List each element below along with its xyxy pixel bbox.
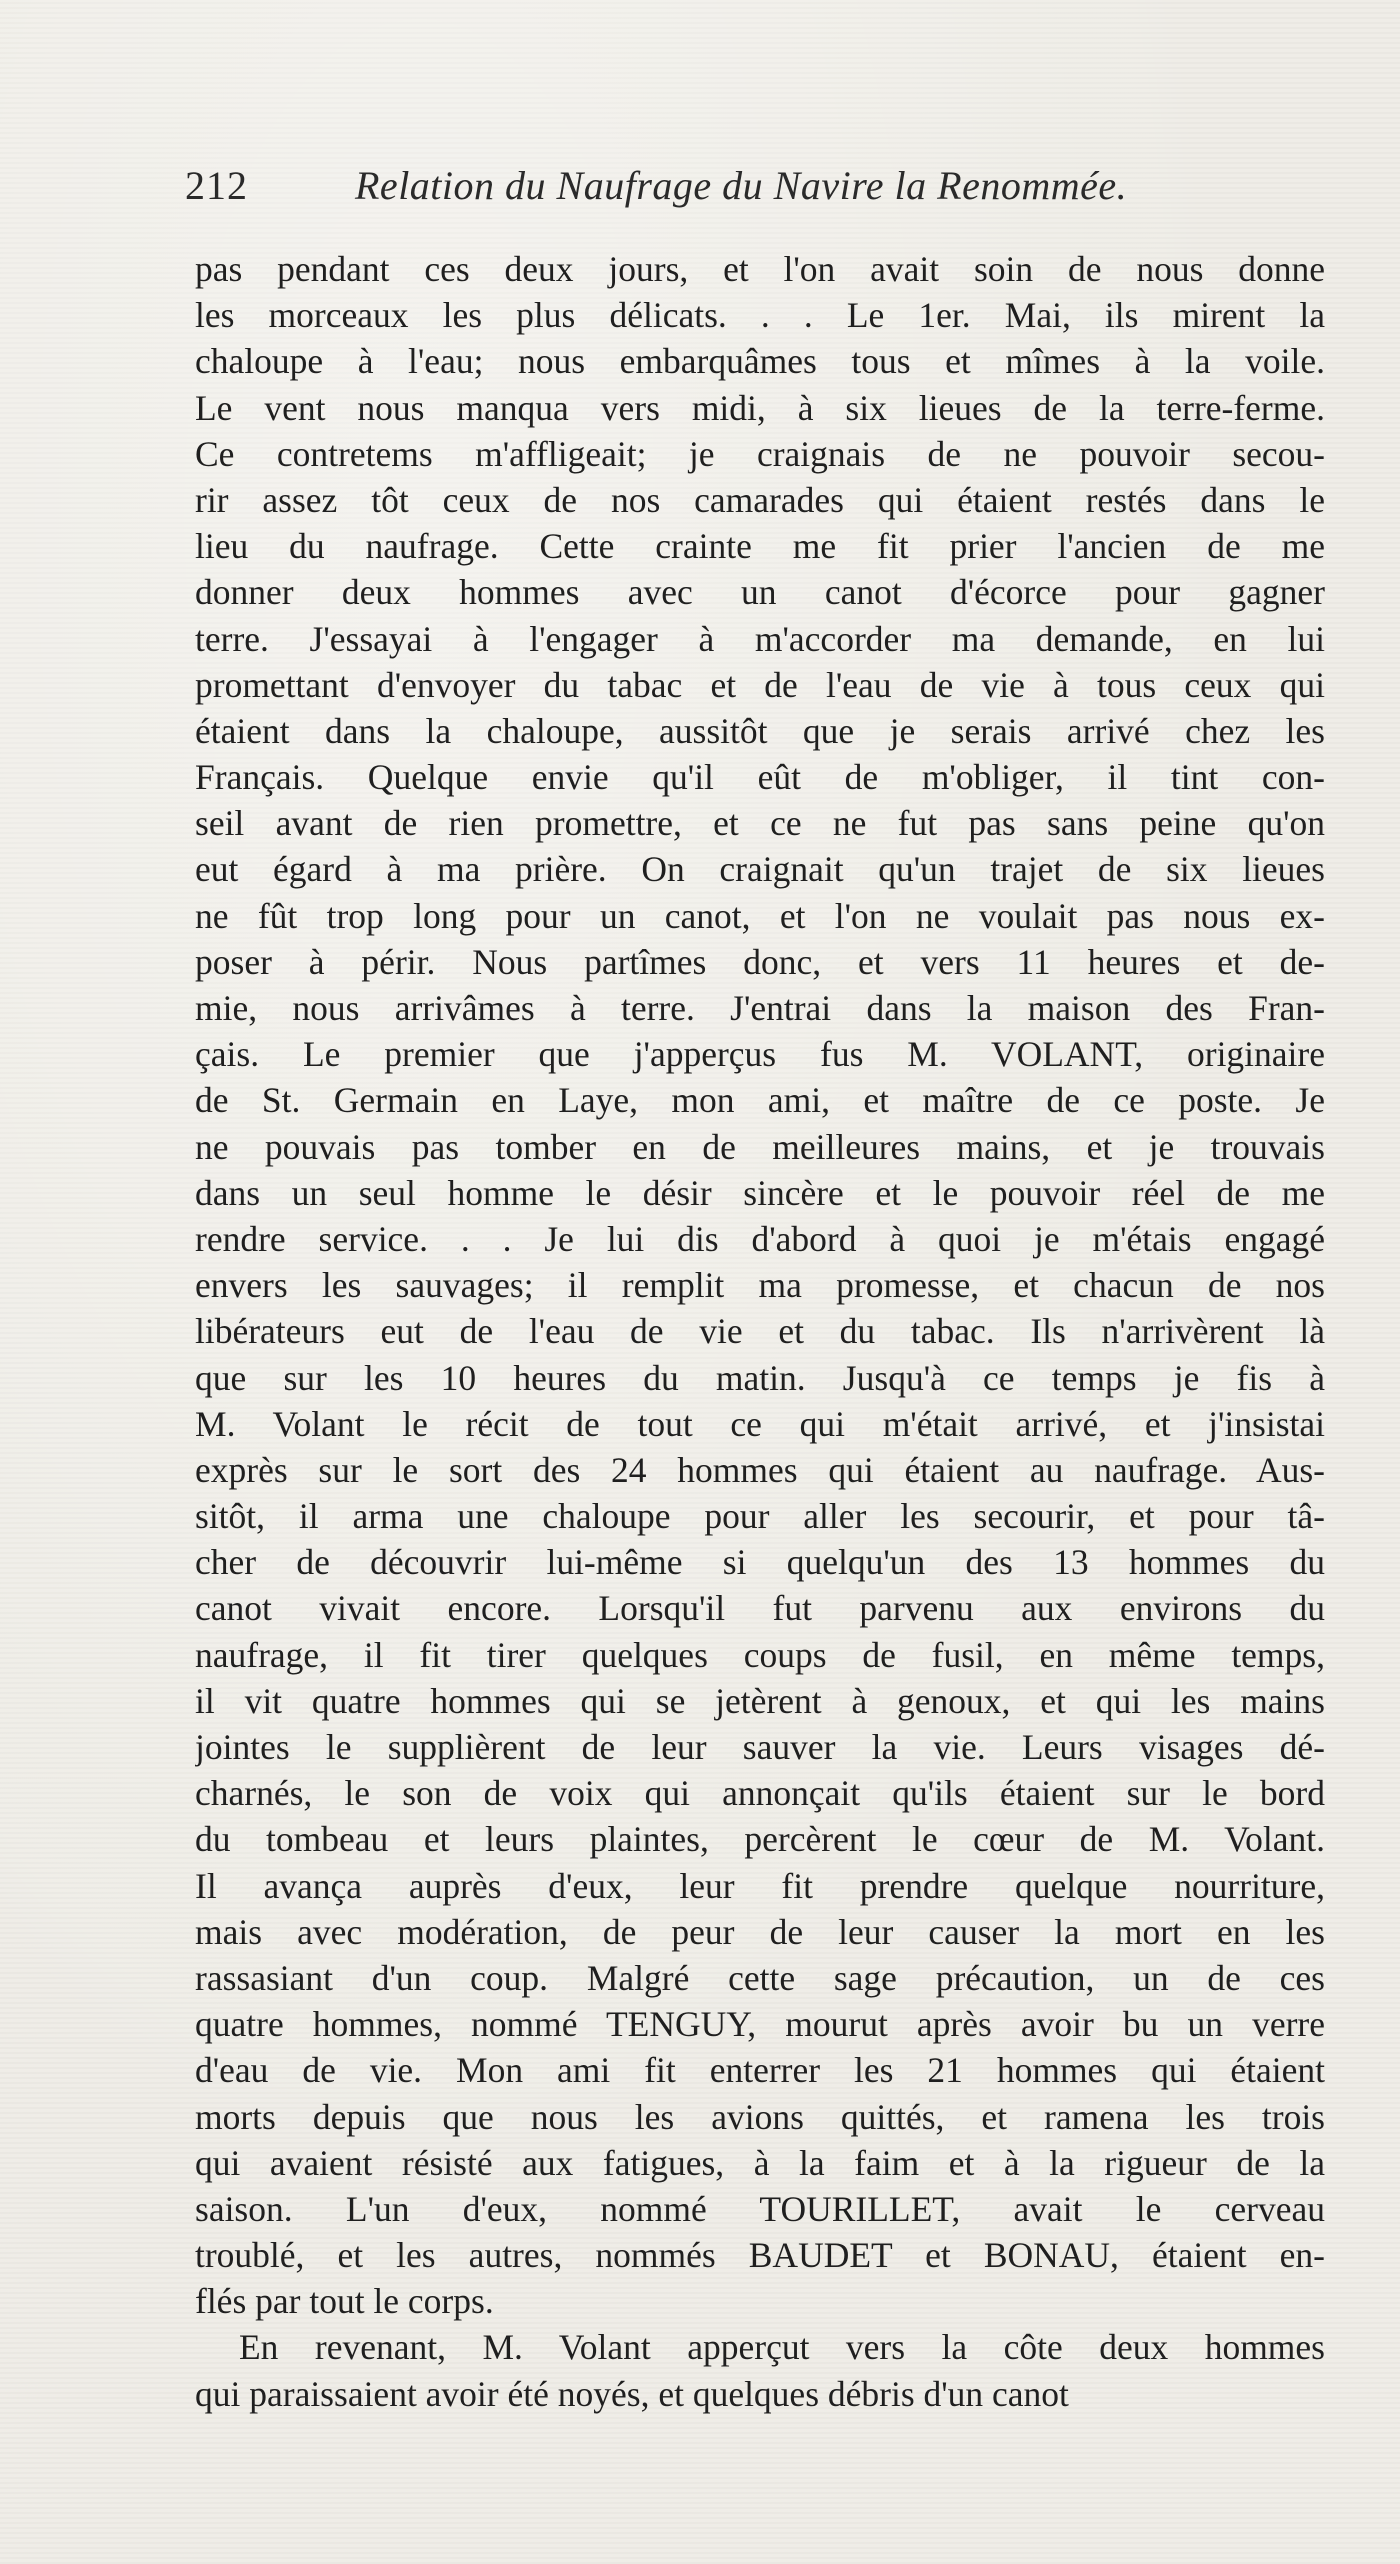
text-line: envers les sauvages; il remplit ma promesse, et chacun de nos	[195, 1265, 1325, 1306]
text-line: dans un seul homme le désir sincère et le pouvoir réel de me	[195, 1172, 1325, 1213]
text-line: étaient dans la chaloupe, aussitôt que je serais arrivé chez les	[195, 710, 1325, 751]
text-line: poser à périr. Nous partîmes donc, et vers 11 heures et de-	[195, 941, 1325, 982]
text-line: mie, nous arrivâmes à terre. J'entrai dans la maison des Fran-	[195, 988, 1325, 1028]
text-line: mais avec modération, de peur de leur causer la mort en les	[195, 1911, 1325, 1952]
text-line: pas pendant ces deux jours, et l'on avait soin de nous donne	[195, 249, 1325, 289]
text-line: Français. Quelque envie qu'il eût de m'obliger, il tint con-	[195, 757, 1325, 798]
text-line: sitôt, il arma une chaloupe pour aller les secourir, et pour tâ-	[195, 1496, 1325, 1537]
text-line: seil avant de rien promettre, et ce ne fut pas sans peine qu'on	[195, 803, 1325, 844]
text-line: il vit quatre hommes qui se jetèrent à genoux, et qui les mains	[195, 1680, 1325, 1721]
text-line: qui avaient résisté aux fatigues, à la faim et à la rigueur de la	[195, 2142, 1325, 2183]
text-line: rir assez tôt ceux de nos camarades qui étaient restés dans le	[195, 479, 1325, 520]
text-line: morts depuis que nous les avions quittés, et ramena les trois	[195, 2096, 1325, 2137]
text-line: qui paraissaient avoir été noyés, et quelques débris d'un canot	[195, 2373, 1069, 2414]
text-line: quatre hommes, nommé TENGUY, mourut après avoir bu un verre	[195, 2004, 1325, 2045]
text-line: eut égard à ma prière. On craignait qu'un trajet de six lieues	[195, 849, 1325, 890]
text-line: du tombeau et leurs plaintes, percèrent le cœur de M. Volant.	[195, 1819, 1325, 1860]
running-title: Relation du Naufrage du Navire la Renommée.	[355, 163, 1128, 208]
text-line: charnés, le son de voix qui annonçait qu'ils étaient sur le bord	[195, 1773, 1325, 1814]
text-line: çais. Le premier que j'apperçus fus M. VOLANT, originaire	[195, 1034, 1325, 1075]
text-line: troublé, et les autres, nommés BAUDET et BONAU, étaient en-	[195, 2235, 1325, 2276]
text-line: cher de découvrir lui-même si quelqu'un des 13 hommes du	[195, 1542, 1325, 1583]
text-line: rassasiant d'un coup. Malgré cette sage précaution, un de ces	[195, 1957, 1325, 1998]
text-line: Il avança auprès d'eux, leur fit prendre quelque nourriture,	[195, 1865, 1325, 1906]
text-line: saison. L'un d'eux, nommé TOURILLET, avait le cerveau	[195, 2188, 1325, 2229]
text-line: rendre service. . . Je lui dis d'abord à quoi je m'étais engagé	[195, 1218, 1325, 1259]
text-line: M. Volant le récit de tout ce qui m'était arrivé, et j'insistai	[195, 1403, 1325, 1444]
text-line: lieu du naufrage. Cette crainte me fit prier l'ancien de me	[195, 526, 1325, 567]
text-line: ne pouvais pas tomber en de meilleures mains, et je trouvais	[195, 1126, 1325, 1167]
text-line: les morceaux les plus délicats. . . Le 1er. Mai, ils mirent la	[195, 295, 1325, 336]
text-line: ne fût trop long pour un canot, et l'on ne voulait pas nous ex-	[195, 895, 1325, 936]
text-line: Le vent nous manqua vers midi, à six lieues de la terre-ferme.	[195, 387, 1325, 428]
text-line: Ce contretems m'affligeait; je craignais de ne pouvoir secou-	[195, 433, 1325, 474]
text-line: canot vivait encore. Lorsqu'il fut parvenu aux environs du	[195, 1588, 1325, 1629]
text-line: promettant d'envoyer du tabac et de l'eau de vie à tous ceux qui	[195, 664, 1325, 705]
text-line: donner deux hommes avec un canot d'écorce pour gagner	[195, 572, 1325, 613]
page-header	[185, 162, 1185, 222]
page-number: 212	[185, 163, 248, 208]
text-line: exprès sur le sort des 24 hommes qui étaient au naufrage. Aus-	[195, 1449, 1325, 1490]
text-line: naufrage, il fit tirer quelques coups de fusil, en même temps,	[195, 1634, 1325, 1675]
text-line: libérateurs eut de l'eau de vie et du tabac. Ils n'arrivèrent là	[195, 1311, 1325, 1352]
text-line: En revenant, M. Volant apperçut vers la côte deux hommes	[239, 2327, 1325, 2368]
body-text	[195, 246, 1325, 2417]
text-line: de St. Germain en Laye, mon ami, et maître de ce poste. Je	[195, 1080, 1325, 1121]
text-line: d'eau de vie. Mon ami fit enterrer les 21 hommes qui étaient	[195, 2050, 1325, 2091]
text-line: chaloupe à l'eau; nous embarquâmes tous et mîmes à la voile.	[195, 341, 1325, 382]
text-line: terre. J'essayai à l'engager à m'accorder ma demande, en lui	[195, 618, 1325, 659]
text-line: jointes le supplièrent de leur sauver la vie. Leurs visages dé-	[195, 1727, 1325, 1767]
text-line: que sur les 10 heures du matin. Jusqu'à ce temps je fis à	[195, 1357, 1325, 1398]
text-line: flés par tout le corps.	[195, 2281, 494, 2322]
